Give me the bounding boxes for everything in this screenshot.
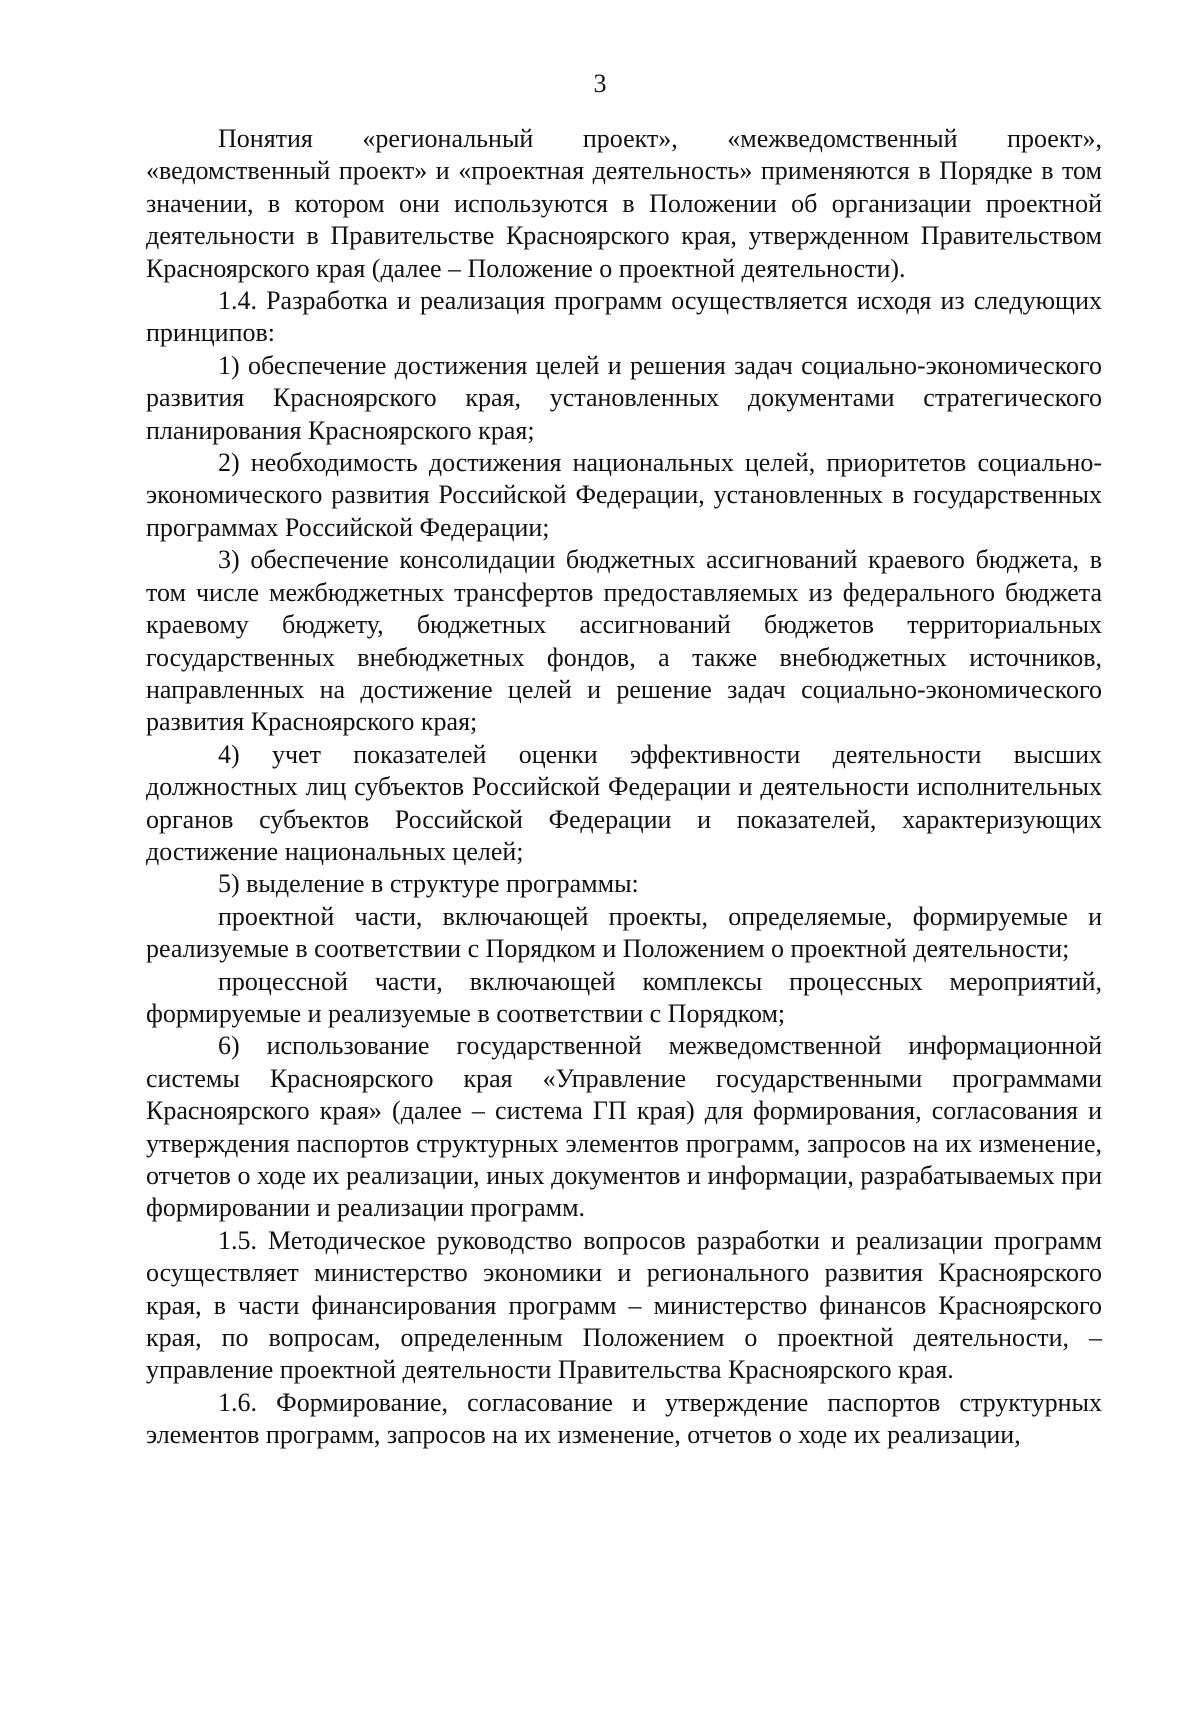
process-part: процессной части, включающей комплексы процессных мероприятий, формируемые и реализуемые в соответствии с Порядком; xyxy=(146,966,1102,1028)
principle-5: 5) выделение в структуре программы: xyxy=(218,869,639,899)
paragraph-1-5: 1.5. Методическое руководство вопросов разработки и реализации программ осуществляет министерство экономики и регионального развития Красноярского края, в части финансирования программ – министерство финансов Красноярского края, по вопросам, определенным Положением о проектной деятельности, – управление проектной деятельности Правительства Красноярского края. xyxy=(146,1225,1102,1385)
paragraph-1-4: 1.4. Разработка и реализация программ осуществляется исходя из следующих принципов: xyxy=(146,286,1102,348)
principle-4: 4) учет показателей оценки эффективности деятельности высших должностных лиц субъектов Российской Федерации и деятельности исполнительных органов субъектов Российской Федерации и показателей, характеризующих достижение национальных целей; xyxy=(146,739,1102,866)
principle-3: 3) обеспечение консолидации бюджетных ассигнований краевого бюджета, в том числе межбюджетных трансфертов предоставляемых из федерального бюджета краевому бюджету, бюджетных ассигнований бюджетов территориальных государственных внебюджетных фондов, а также внебюджетных источников, направленных на достижение целей и решение задач социально-экономического развития Красноярского края; xyxy=(146,545,1102,737)
project-part: проектной части, включающей проекты, определяемые, формируемые и реализуемые в соответствии с Порядком и Положением о проектной деятельности; xyxy=(146,901,1102,964)
principle-2: 2) необходимость достижения национальных целей, приоритетов социально-экономического развития Российской Федерации, установленных в государственных программах Российской Федерации; xyxy=(146,448,1102,542)
page-number: 3 xyxy=(593,69,607,98)
principle-6: 6) использование государственной межведомственной информационной системы Красноярского края «Управление государственными программами Красноярского края» (далее – система ГП края) для формирования, согласования и утверждения паспортов структурных элементов программ, запросов на их изменение, отчетов о ходе их реализации, иных документов и информации, разрабатываемых при формировании и реализации программ. xyxy=(146,1031,1102,1223)
principle-1: 1) обеспечение достижения целей и решения задач социально-экономического развития Красноярского края, установленных документами стратегического планирования Красноярского края; xyxy=(146,350,1102,445)
paragraph-definitions: Понятия «региональный проект», «межведомственный проект», «ведомственный проект» и «проектная деятельность» применяются в Порядке в том значении, в котором они используются в Положении об организации проектной деятельности в Правительстве Красноярского края, утвержденном Правительством Красноярского края (далее – Положение о проектной деятельности). xyxy=(146,124,1102,283)
paragraph-1-6: 1.6. Формирование, согласование и утверждение паспортов структурных элементов программ, запросов на их изменение, отчетов о ходе их реализации, xyxy=(146,1387,1102,1450)
document-body xyxy=(146,123,1102,1452)
